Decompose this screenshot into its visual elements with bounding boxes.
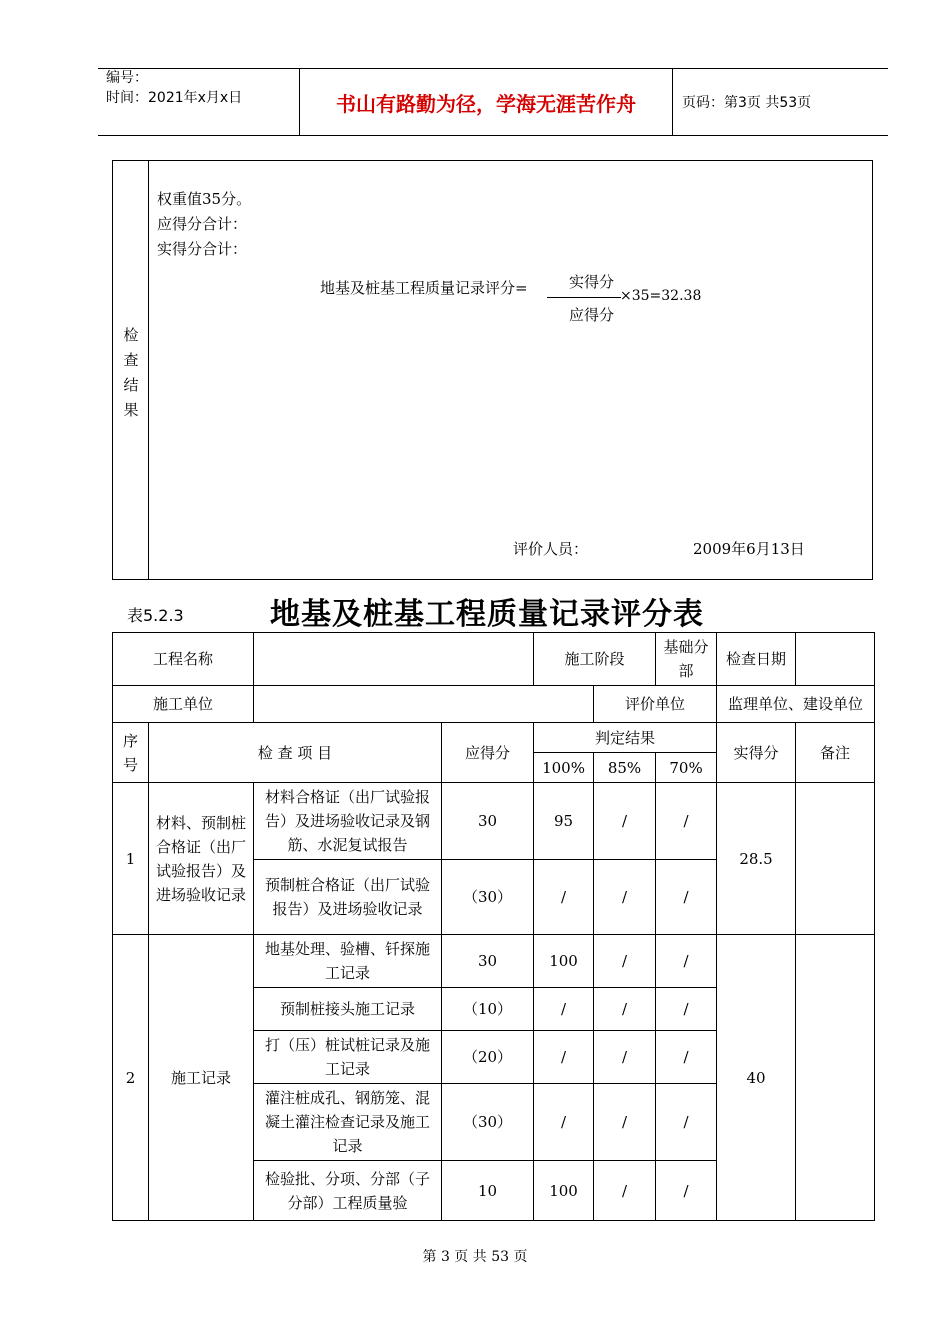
item-text: 灌注桩成孔、钢筋笼、混凝土灌注检查记录及施工记录	[254, 1084, 442, 1161]
group-remark	[796, 935, 875, 1221]
item-text: 打（压）桩试桩记录及施工记录	[254, 1031, 442, 1084]
table-number: 表5.2.3	[127, 606, 184, 625]
item-p100: /	[534, 988, 594, 1031]
col-actual: 实得分	[717, 723, 796, 783]
doc-code-label: 编号：	[106, 70, 148, 86]
item-text: 检验批、分项、分部（子分部）工程质量验	[254, 1161, 442, 1221]
check-result-side-cell	[113, 161, 149, 579]
item-p70: /	[656, 860, 717, 935]
info-row-1	[113, 633, 875, 686]
side-char: 查	[123, 351, 139, 369]
project-name-value	[254, 633, 534, 686]
side-char: 果	[123, 401, 139, 419]
header-bottom-rule	[98, 135, 888, 136]
project-name-label: 工程名称	[113, 633, 254, 686]
table-row	[113, 783, 875, 860]
item-p100: 100	[534, 935, 594, 988]
column-header-row-1	[113, 723, 875, 753]
group-actual: 28.5	[717, 783, 796, 935]
col-check-item: 检 查 项 目	[149, 723, 442, 783]
item-p100: /	[534, 1031, 594, 1084]
item-p70: /	[656, 1161, 717, 1221]
eval-unit-value: 监理单位、建设单位	[717, 686, 875, 723]
item-due: 30	[442, 783, 534, 860]
col-remark: 备注	[796, 723, 875, 783]
group-seq: 2	[113, 935, 149, 1221]
item-due: 30	[442, 935, 534, 988]
item-p100: 95	[534, 783, 594, 860]
stage-cell	[534, 633, 656, 686]
construction-unit-label: 施工单位	[113, 686, 254, 723]
group-actual: 40	[717, 935, 796, 1221]
header-divider-right	[672, 68, 673, 136]
group-name: 材料、预制桩合格证（出厂试验报告）及进场验收记录	[149, 783, 254, 935]
item-p85: /	[594, 783, 656, 860]
item-text: 地基处理、验槽、钎探施工记录	[254, 935, 442, 988]
item-p85: /	[594, 1161, 656, 1221]
formula-prefix: 地基及桩基工程质量记录评分=	[320, 279, 528, 297]
item-due: （30）	[442, 1084, 534, 1161]
item-due: （10）	[442, 988, 534, 1031]
info-row-2	[113, 686, 875, 723]
col-seq: 序号	[113, 723, 149, 783]
side-char: 结	[123, 376, 139, 394]
col-due-score: 应得分	[442, 723, 534, 783]
score-table	[112, 632, 875, 1221]
group-name: 施工记录	[149, 935, 254, 1221]
item-p70: /	[656, 935, 717, 988]
item-p100: 100	[534, 1161, 594, 1221]
actual-total-line: 实得分合计：	[157, 240, 248, 258]
formula-numerator: 实得分	[569, 273, 615, 291]
col-100: 100%	[534, 753, 594, 783]
item-due: （20）	[442, 1031, 534, 1084]
group-seq: 1	[113, 783, 149, 935]
item-p85: /	[594, 935, 656, 988]
stage-value: 基础分部	[656, 633, 717, 686]
item-p70: /	[656, 1031, 717, 1084]
item-p85: /	[594, 860, 656, 935]
item-text: 材料合格证（出厂试验报告）及进场验收记录及钢筋、水泥复试报告	[254, 783, 442, 860]
construction-unit-value	[254, 686, 594, 723]
item-p85: /	[594, 1084, 656, 1161]
item-due: （30）	[442, 860, 534, 935]
col-70: 70%	[656, 753, 717, 783]
item-p85: /	[594, 988, 656, 1031]
weight-line: 权重值35分。	[157, 190, 252, 208]
check-result-side-label	[122, 323, 140, 423]
item-text: 预制桩合格证（出厂试验报告）及进场验收记录	[254, 860, 442, 935]
header-motto: 书山有路勤为径，学海无涯苦作舟	[336, 91, 636, 116]
item-text: 预制桩接头施工记录	[254, 988, 442, 1031]
formula-fraction	[547, 273, 625, 324]
item-p85: /	[594, 1031, 656, 1084]
side-char: 检	[123, 326, 139, 344]
item-due: 10	[442, 1161, 534, 1221]
item-p70: /	[656, 1084, 717, 1161]
item-p70: /	[656, 783, 717, 860]
item-p100: /	[534, 860, 594, 935]
header-page-label: 页码：第3页 共53页	[682, 95, 812, 111]
fraction-bar	[547, 297, 621, 298]
check-result-box	[112, 160, 873, 580]
due-total-line: 应得分合计：	[157, 215, 248, 233]
col-judgement: 判定结果	[534, 723, 717, 753]
col-85: 85%	[594, 753, 656, 783]
table-title: 地基及桩基工程质量记录评分表	[270, 597, 704, 632]
evaluator-label: 评价人员：	[513, 540, 589, 558]
doc-time-label: 时间：2021年x月x日	[106, 90, 243, 106]
item-p100: /	[534, 1084, 594, 1161]
stage-label: 施工阶段	[564, 650, 625, 668]
group-remark	[796, 783, 875, 935]
table-row	[113, 935, 875, 988]
header-meta	[106, 68, 242, 108]
item-p70: /	[656, 988, 717, 1031]
eval-unit-label: 评价单位	[594, 686, 717, 723]
formula-result: ×35=32.38	[620, 288, 702, 304]
check-date-label: 检查日期	[717, 633, 796, 686]
evaluation-date: 2009年6月13日	[693, 540, 805, 558]
page-footer: 第 3 页 共 53 页	[422, 1249, 528, 1265]
formula-denominator: 应得分	[569, 306, 615, 324]
check-date-value	[796, 633, 875, 686]
